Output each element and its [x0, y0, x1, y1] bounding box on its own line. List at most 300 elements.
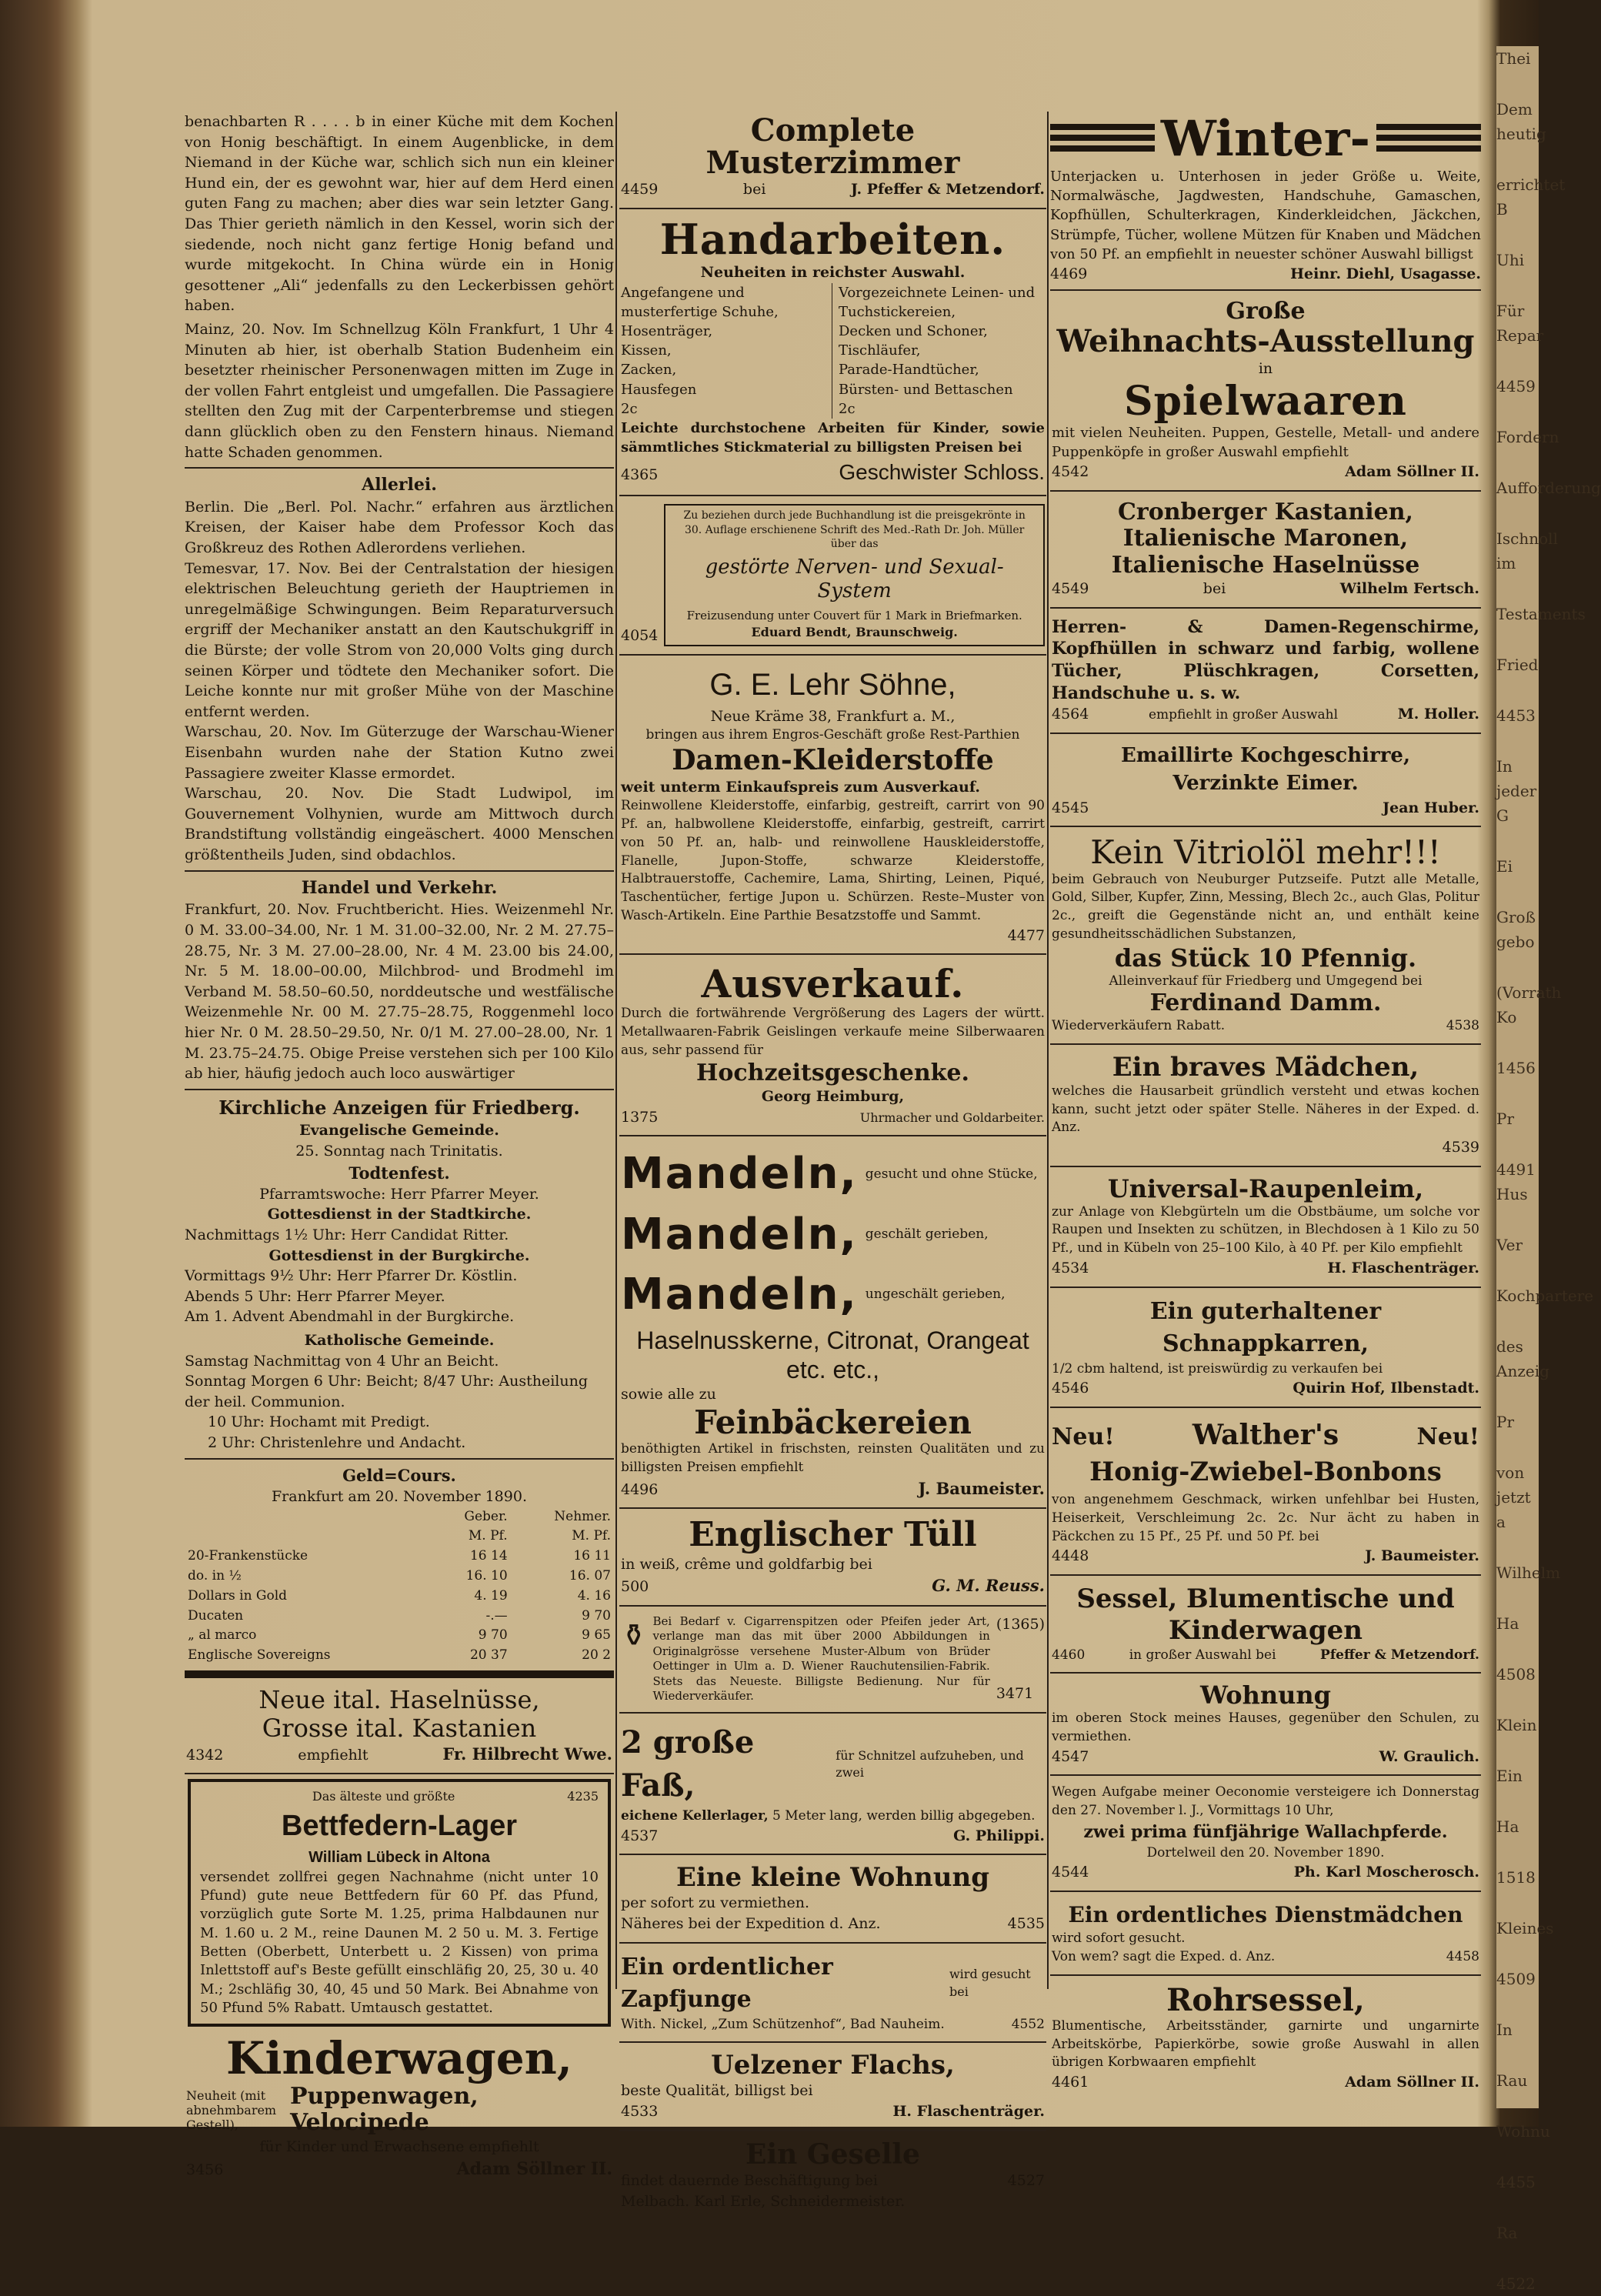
ad-firm: Adam Söllner II. [1345, 463, 1479, 481]
bett-firm: William Lübeck in Altona [309, 1848, 490, 1866]
stadtkirche-heading: Gottesdienst in der Stadtkirche. [267, 1206, 532, 1223]
tuell-text: in weiß, crême und goldfarbig bei [621, 1555, 872, 1573]
hand-item: Kissen, [621, 342, 672, 359]
schirm-text: Herren- & Damen-Regenschirme, Kopfhüllen in schwarz und farbig, wollene Tücher, Plüschkragen, Corsetten, Handschuhe u. s. w. [1052, 616, 1479, 703]
cours-table [185, 1507, 614, 1666]
wohn-title: Eine kleine Wohnung [676, 1862, 989, 1894]
lehr-title: G. E. Lehr Söhne, [709, 667, 956, 702]
strip-fragment: Ischnoll im [1496, 529, 1558, 572]
vitriol-foot: Wiederverkäufern Rabatt. [1052, 1017, 1226, 1033]
hand-title: Handarbeiten. [659, 214, 1006, 264]
mandeln-word: Mandeln, [621, 1270, 858, 1320]
kath-line: Samstag Nachmittag von 4 Uhr an Beicht. [185, 1352, 499, 1370]
column-2 [619, 112, 1046, 2214]
lehr-big: Damen-Kleiderstoffe [672, 744, 994, 777]
hand-item: Bürsten- und Bettaschen [839, 381, 1013, 398]
fass-right: für Schnitzel aufzuheben, und zwei [836, 1747, 1024, 1780]
strip-fragment: Pr [1496, 1413, 1515, 1431]
ad-number: 4496 [621, 1480, 659, 1498]
strip-fragment: Dem heutig [1496, 100, 1546, 143]
kath-line: 10 Uhr: Hochamt mit Predigt. [208, 1413, 430, 1431]
ad-number: 3471 [996, 1685, 1034, 1703]
rohr-text: Blumentische, Arbeitsständer, garnirte und ungarnirte Arbeitskörbe, Papierkörbe, sowie große Auswahl in allen übrigen Korbwaaren empfiehlt [1052, 2017, 1479, 2071]
ad-number: 4547 [1052, 1747, 1089, 1765]
nerven-intro: Zu beziehen durch jede Buchhandlung ist die preisgekrönte in 30. Auflage erschienene Schrift des Med.-Rath Dr. Joh. Müller über das [683, 509, 1026, 550]
strip-fragment: errichtet B [1496, 175, 1566, 219]
ad-number: 4527 [1007, 2172, 1045, 2190]
ad-firm: M. Holler. [1397, 706, 1479, 723]
burg-line: Vormittags 9½ Uhr: Herr Pfarrer Dr. Köstlin. [185, 1267, 518, 1285]
nachmittags-line: Nachmittags 1½ Uhr: Herr Candidat Ritter. [185, 1226, 509, 1244]
strip-fragment: 4453 [1496, 706, 1536, 725]
mandeln-big: Feinbäckereien [694, 1403, 972, 1441]
ad-number: 500 [621, 1578, 649, 1596]
pipe-icon: ⚱ [621, 1617, 647, 1654]
cours-cell: -.— [485, 1607, 508, 1624]
ad-number: 4535 [1007, 1914, 1045, 1932]
cours-unit-row [185, 1527, 614, 1547]
ad-firm: G. M. Reuss. [932, 1576, 1045, 1596]
hand-item: Parade-Handtücher, [839, 362, 979, 379]
hasel-line: Grosse ital. Kastanien [262, 1713, 537, 1743]
ad-number: 4546 [1052, 1380, 1089, 1397]
karren-title: Ein guterhaltener Schnappkarren, [1149, 1297, 1382, 1357]
zapf-right: wird gesucht bei [949, 1967, 1031, 1999]
adjacent-page-strip [1496, 46, 1601, 2293]
maed-text: welches die Hausarbeit gründlich versteht und etwas kochen kann, sucht jetzt oder später Stelle. Näheres in der Exped. d. Anz. [1052, 1083, 1479, 1136]
strip-fragment: Ein [1496, 1767, 1523, 1785]
handel-heading: Handel und Verkehr. [301, 877, 498, 898]
handarbeiten-ad [619, 214, 1046, 491]
strip-fragment: Uhi [1496, 251, 1525, 269]
fass-ad [619, 1718, 1046, 1849]
cours-unit: M. Pf. [468, 1528, 508, 1544]
aus-text: Durch die fortwährende Vergrößerung des Lagers der württ. Metallwaaren-Fabrik Geislingen verkaufe meine Silberwaaren aus, sehr passend für [621, 1006, 1045, 1058]
strip-fragment: 4508 [1496, 1665, 1536, 1684]
kirch-heading: Kirchliche Anzeigen für Friedberg. [218, 1096, 580, 1119]
karren-text: 1/2 cbm haltend, ist preiswürdig zu verkaufen bei [1052, 1360, 1383, 1377]
strip-fragment: 4509 [1496, 1970, 1536, 1988]
ad-firm: H. Flaschenträger. [892, 2103, 1045, 2121]
nerven-ad [619, 501, 1046, 649]
gesell-title: Ein Geselle [745, 2137, 920, 2171]
cours-cell: Ducaten [188, 1607, 244, 1624]
strip-fragment: 4522 [1496, 2274, 1536, 2293]
raupen-title: Universal-Raupenleim, [1107, 1173, 1424, 1203]
strip-fragment: von jetzt a [1496, 1463, 1531, 1531]
lehr-text2: weit unterm Einkaufspreis zum Ausverkauf. [621, 778, 980, 796]
ad-number: 4235 [567, 1789, 599, 1804]
cours-row [185, 1607, 614, 1627]
kast-line: Cronberger Kastanien, [1118, 498, 1413, 526]
allerlei-para: Warschau, 20. Nov. Im Güterzuge der Warschau-Wiener Eisenbahn wurden nahe der Station Kutno zwei Passagiere zweiter Klasse ermordet. [185, 723, 614, 782]
ad-number: 4365 [621, 466, 659, 484]
mandeln-note: geschält gerieben, [865, 1226, 989, 1243]
ad-number: 4549 [1052, 580, 1089, 598]
ad-firm: Wilhelm Fertsch. [1339, 580, 1479, 598]
dienst-text2: Von wem? sagt die Exped. d. Anz. [1052, 1949, 1276, 1965]
pferd-date: Dortelweil den 20. November 1890. [1146, 1844, 1385, 1860]
mandeln-word: Mandeln, [621, 1209, 858, 1260]
ausverkauf-ad [619, 959, 1046, 1130]
lehr-text1: bringen aus ihrem Engros-Geschäft große Rest-Parthien [645, 727, 1020, 743]
ad-number: 4537 [621, 1827, 659, 1844]
ad-number: 4533 [621, 2103, 659, 2121]
newspaper-page [185, 110, 1481, 2210]
cours-row [185, 1587, 614, 1607]
ad-firm: Pfeffer & Metzendorf. [1320, 1647, 1479, 1663]
cours-row [185, 1547, 614, 1567]
muster-ad [619, 112, 1046, 203]
winter-title: Winter- [1160, 110, 1371, 169]
strip-fragment: Ver [1496, 1236, 1523, 1254]
strip-fragment: Wilhelm [1496, 1563, 1561, 1582]
honig-ad [1050, 1413, 1481, 1570]
hand-item: Hosenträger, [621, 322, 713, 339]
burg-line: Abends 5 Uhr: Herr Pfarrer Meyer. [185, 1287, 445, 1305]
hand-foot: Leichte durchstochene Arbeiten für Kinder, sowie sämmtliches Stickmaterial zu billigsten Preisen bei [621, 419, 1045, 456]
todtenfest-heading: Todtenfest. [349, 1163, 450, 1183]
mainz-text: Mainz, 20. Nov. Im Schnellzug Köln Frankfurt, 1 Uhr 4 Minuten ab hier, ist oberhalb Station Budenheim ein besetzter rheinischer Personenwagen mitten im Zuge in der vollen Fahrt entgleist und umgefallen. Die Passagiere stellten den Zug mit der Carpenterbremse und stiegen dann glücklich oben zu den Fenstern hinaus. Niemand hatte Schaden genommen. [185, 320, 614, 461]
hand-item: Angefangene und musterfertige Schuhe, [621, 284, 779, 320]
strip-fragment: Aufforderung [1496, 479, 1601, 497]
kinder-text: für Kinder und Erwachsene empfiehlt [259, 2137, 539, 2155]
burg-line: Am 1. Advent Abendmahl in der Burgkirche. [185, 1308, 515, 1326]
kinder-title: Kinderwagen, [226, 2032, 572, 2085]
gesell-text: findet dauernde Beschäftigung bei [621, 2172, 878, 2190]
vitriol-ad [1050, 832, 1481, 1038]
cours-cell: 4. 19 [474, 1587, 508, 1604]
flachs-ad [619, 2047, 1046, 2124]
strip-fragment: Groß gebo [1496, 908, 1536, 951]
ad-number: 4448 [1052, 1547, 1089, 1565]
email-ad [1050, 739, 1481, 821]
aus-title: Ausverkauf. [701, 961, 965, 1007]
cours-cell: 9 70 [478, 1627, 508, 1644]
cours-col-head: Geber. [464, 1508, 508, 1524]
zapf-firm: With. Nickel, „Zum Schützenhof“, Bad Nauheim. [621, 2016, 945, 2032]
vitriol-big: das Stück 10 Pfennig. [1114, 943, 1417, 973]
wohnung-ad [1050, 1678, 1481, 1770]
ad-number: 4538 [1446, 1017, 1479, 1033]
weih-l2: Weihnachts-Ausstellung [1056, 323, 1475, 360]
strip-fragment: Fordern [1496, 428, 1559, 446]
strip-fragment: In [1496, 2021, 1513, 2039]
flachs-text: beste Qualität, billigst bei [621, 2082, 813, 2100]
mandeln-line: Haselnusskerne, Citronat, Orangeat etc. etc., [636, 1326, 1029, 1383]
strip-fragment: Für Repar [1496, 302, 1544, 345]
nerven-firm: Eduard Bendt, Braunschweig. [751, 625, 958, 640]
strip-fragment: Testaments [1496, 605, 1586, 623]
ad-firm: Fr. Hilbrecht Wwe. [442, 1744, 612, 1764]
cours-row [185, 1646, 614, 1666]
zapfjunge-ad [619, 1948, 1046, 2037]
cours-cell: 16 11 [573, 1548, 611, 1564]
sessel-title: Sessel, Blumentische und Kinderwagen [1076, 1583, 1455, 1646]
honig-text: von angenehmem Geschmack, wirken unfehlbar bei Husten, Heiserkeit, Verschleimung 2c. 2c. Nur ächt zu haben in Päckchen zu 15 Pf., 25 Pf. und 50 Pf. bei [1052, 1491, 1479, 1544]
cours-cell: 20 2 [582, 1647, 611, 1664]
ad-number: 4534 [1052, 1259, 1089, 1276]
column-3 [1050, 112, 1481, 2096]
cours-cell: 9 65 [582, 1627, 611, 1644]
hand-right-list [839, 283, 1045, 419]
ad-number: 3456 [186, 2161, 224, 2178]
cours-cell: 16. 10 [465, 1567, 508, 1584]
fass-text: 5 Meter lang, werden billig abgegeben. [772, 1807, 1036, 1824]
bett-text: versendet zollfrei gegen Nachnahme (nicht unter 10 Pfund) gute neue Bettfedern für 60 Pf. das Pfund, vorzüglich gute Sorte M. 1.25, prima Halbdaunen nur M. 1.60 u. 2 M., reine Daunen M. 2 50 u. M. 3. Fertige Betten (Oberbett, Unterbett u. 2 Kissen) von prima Inlettstoff auf's Beste gefüllt einschläfig 20, 25, 30 u. 40 M.; 2schläfig 30, 40, 45 und 50 Mark. Bei Abnahme von 50 Pfund 5% Rabatt. Umtausch gestattet. [200, 1868, 599, 2016]
maedchen-ad [1050, 1050, 1481, 1161]
ad-firm: J. Pfeffer & Metzendorf. [850, 181, 1045, 198]
strip-fragment: Wohnu [1496, 2122, 1550, 2141]
allerlei-para: Berlin. Die „Berl. Pol. Nachr.“ erfahren aus ärztlichen Kreisen, der Kaiser habe dem Professor Koch das Großkreuz des Rothen Adlerordens verliehen. [185, 498, 614, 557]
wohnung-text: im oberen Stock meines Hauses, gegenüber den Schulen, zu vermiethen. [1052, 1710, 1479, 1744]
mandeln-line2: sowie alle zu [621, 1386, 716, 1403]
rohr-title: Rohrsessel, [1166, 1981, 1365, 2018]
burgkirche-heading: Gottesdienst in der Burgkirche. [269, 1246, 530, 1264]
mandeln-text: benöthigten Artikel in frischsten, reinsten Qualitäten und zu billigsten Preisen empfiehlt [621, 1441, 1045, 1475]
ad-number: (1365) [996, 1615, 1045, 1633]
honig-neu: Neu! [1416, 1423, 1479, 1450]
cours-unit: M. Pf. [572, 1528, 611, 1544]
column-rule [1047, 112, 1049, 1989]
kastanien-ad [1050, 496, 1481, 602]
ad-firm: H. Flaschenträger. [1327, 1259, 1479, 1276]
ad-number: 4460 [1052, 1647, 1086, 1663]
cours-date: Frankfurt am 20. November 1890. [272, 1488, 527, 1505]
pferd-text: Wegen Aufgabe meiner Oeconomie versteigere ich Donnerstag den 27. November l. J., Vormittags 10 Uhr, [1052, 1784, 1479, 1819]
wohnung-small-ad [619, 1860, 1046, 1937]
sonntag-line: 25. Sonntag nach Trinitatis. [295, 1142, 503, 1160]
weih-l3: in [1258, 360, 1273, 378]
lehr-ad [619, 660, 1046, 949]
tuell-title: Englischer Tüll [689, 1515, 977, 1555]
kath-line: 2 Uhr: Christenlehre und Andacht. [208, 1434, 466, 1452]
pferd-big: zwei prima fünfjährige Wallachpferde. [1083, 1821, 1448, 1842]
ad-number: 4539 [1442, 1139, 1479, 1156]
strip-fragment: 1518 [1496, 1868, 1536, 1887]
cours-cell: 4. 16 [577, 1587, 611, 1604]
vitriol-text2: Alleinverkauf für Friedberg und Umgegend bei [1109, 973, 1423, 989]
column-rule [615, 112, 617, 1989]
vitriol-text: beim Gebrauch von Neuburger Putzseife. Putzt alle Metalle, Gold, Silber, Kupfer, Zinn, Messing, Blech 2c., auch Glas, Politur 2c., greift die Gegenstände nicht an, und enthält keine gesundheitsschädlichen Substanzen, [1052, 871, 1479, 942]
ad-firm: G. Philippi. [953, 1827, 1045, 1844]
pferde-ad [1050, 1780, 1481, 1886]
handel-text: Frankfurt, 20. Nov. Fruchtbericht. Hies. Weizenmehl Nr. 0 M. 33.00–34.00, Nr. 1 M. 31.00–32.00, Nr. 2 M. 27.75–28.75, Nr. 3 M. 27.00–28.00, Nr. 4 M. 23.00 bis 24.00, Nr. 5 M. 18.00–00.00, Milchbrod- und Brodmehl im Verband M. 58.50–60.50, norddeutsche und westfälische Weizenmehle Nr. 00 M. 27.75–28.75, Roggenmehl loco hier Nr. 0 M. 28.50–29.50, Nr. 0/1 M. 27.00–28.00, Nr. 1 M. 23.75–24.75. Obige Preise verstehen sich per 100 Kilo ab hier, häufig jedoch auch loco auswärtiger [185, 901, 614, 1083]
mandeln-word: Mandeln, [621, 1149, 858, 1200]
cours-cell: 16. 07 [569, 1567, 611, 1584]
cours-cell: do. in ½ [188, 1567, 242, 1584]
allerlei-para: Warschau, 20. Nov. Die Stadt Ludwipol, im Gouvernement Volhynien, wurde am Mittwoch durch Brandstiftung vollständig eingeäschert. 4000 Menschen größtentheils Juden, sind obdachlos. [185, 785, 614, 863]
cours-col-head: Nehmer. [554, 1508, 611, 1524]
strip-fragment: (Vorrath Ko [1496, 983, 1562, 1026]
cours-header-row [185, 1507, 614, 1527]
cours-cell: 20 37 [469, 1647, 508, 1664]
strip-fragment: Ei [1496, 857, 1513, 876]
dienst-title: Ein ordentliches Dienstmädchen [1068, 1902, 1463, 1928]
strip-fragment: 4491 Hus [1496, 1160, 1536, 1203]
wohnung-title: Wohnung [1199, 1680, 1332, 1710]
kinder-big: Puppenwagen, Velocipede [289, 2082, 479, 2137]
strip-fragment: 4455 [1496, 2173, 1536, 2191]
hand-item: Hausfegen [621, 381, 697, 398]
strip-fragment: In jeder G [1496, 757, 1537, 825]
strip-fragment: Kochpartere [1496, 1286, 1594, 1305]
email-l1: Emaillirte Kochgeschirre, [1120, 744, 1411, 768]
kinder-small: Neuheit (mit abnehmbarem Gestell), [186, 2087, 277, 2132]
aus-sub: Uhrmacher und Goldarbeiter. [859, 1110, 1045, 1125]
hand-item: Zacken, [621, 362, 677, 379]
hand-item: 2c [621, 400, 638, 417]
evang-heading: Evangelische Gemeinde. [299, 1122, 499, 1140]
ad-number: 4461 [1052, 2074, 1089, 2091]
sessel-text: in großer Auswahl bei [1129, 1647, 1276, 1663]
geselle-ad [619, 2136, 1046, 2215]
strip-fragment: 4459 [1496, 377, 1536, 395]
cours-cell: 16 14 [469, 1548, 508, 1564]
ad-number: 4544 [1052, 1864, 1089, 1881]
strip-fragment: Kleines [1496, 1919, 1554, 1937]
nerven-text: Freizusendung unter Couvert für 1 Mark in Briefmarken. [686, 609, 1022, 623]
bettfedern-ad [188, 1779, 611, 2027]
ad-number: 4552 [1011, 2016, 1045, 2032]
ad-number: 4545 [1052, 799, 1089, 816]
hasel-ad [185, 1683, 614, 1768]
cours-cell: Dollars in Gold [188, 1587, 288, 1604]
fass-sub: eichene Kellerlager, [621, 1807, 769, 1824]
strip-fragment: Thei [1496, 49, 1531, 68]
weih-l1: Große [1226, 297, 1306, 325]
strip-fragment: Pr [1496, 1110, 1515, 1128]
honig-name: Walther's [1192, 1418, 1339, 1451]
cours-row [185, 1567, 614, 1587]
winter-banner [1050, 112, 1481, 167]
vitriol-title: Kein Vitriolöl mehr!!! [1090, 833, 1441, 872]
tuell-ad [619, 1513, 1046, 1600]
dienst-text: wird sofort gesucht. [1052, 1931, 1186, 1947]
pfeifen-ad [619, 1611, 1046, 1707]
aus-big: Hochzeitsgeschenke. [696, 1059, 969, 1086]
cours-cell: 9 70 [582, 1607, 611, 1624]
rohrsessel-ad [1050, 1981, 1481, 2096]
strip-fragment: Ha [1496, 1817, 1519, 1836]
winter-text: Unterjacken u. Unterhosen in jeder Größe u. Weite, Normalwäsche, Jagdwesten, Handschuhe, Gamaschen, Kopfhüllen, Schulterkragen, Kinderkleidchen, Jäckchen, Strümpfe, Tücher, wollene Mützen für Knaben und Mädchen von 50 Pf. an empfiehlt in neuester schöner Auswahl billigst [1050, 169, 1481, 262]
honig-title: Honig-Zwiebel-Bonbons [1089, 1457, 1442, 1488]
kast-line: Italienische Maronen, [1122, 525, 1409, 552]
bett-top: Das älteste und größte [312, 1789, 455, 1804]
strip-fragment: Klein [1496, 1716, 1537, 1734]
cours-row [185, 1626, 614, 1646]
zapf-title: Ein ordentlicher Zapfjunge [621, 1953, 833, 2013]
email-l2: Verzinkte Eimer. [1172, 772, 1359, 796]
ad-number: 4458 [1446, 1949, 1479, 1965]
fass-big: 2 große Faß, [621, 1724, 755, 1804]
muster-title: Complete Musterzimmer [705, 112, 960, 181]
honig-neu: Neu! [1052, 1423, 1115, 1450]
raupen-text: zur Anlage von Klebgürteln um die Obstbäume, um solche vor Raupen und Insekten zu schützen, in Blechdosen à 1 Kilo zu 50 Pf., und in Kübeln von 25–100 Kilo, à 40 Pf. per Kilo empfiehlt [1052, 1203, 1479, 1256]
allerlei-para: Temesvar, 17. Nov. Bei der Centralstation der hiesigen elektrischen Beleuchtung gerieth der Hauptriemen in unregelmäßige Schwingungen. Beim Reparaturversuch ergriff der Mechaniker anstatt an den Kautschukgriff in die Bürste; der volle Strom von 20,000 Volts ging durch seinen Körper und tödtete den Mechaniker sofort. Die Leiche konnte nur mit großer Mühe von der Maschine entfernt werden. [185, 559, 614, 720]
strip-fragment: 1456 [1496, 1059, 1536, 1077]
kath-line: Sonntag Morgen 6 Uhr: Beicht; 8/47 Uhr: Austheilung der heil. Communion. [185, 1373, 588, 1410]
wohn-text2: Näheres bei der Expedition d. Anz. [621, 1914, 881, 1932]
cours-heading: Geld=Cours. [342, 1465, 456, 1485]
ad-number: 4054 [621, 627, 659, 645]
ad-firm: Jean Huber. [1383, 799, 1479, 816]
hasel-line: Neue ital. Haselnüsse, [258, 1684, 540, 1714]
ad-firm: Heinr. Diehl, Usagasse. [1290, 265, 1481, 282]
ad-firm: Ph. Karl Moscherosch. [1293, 1864, 1479, 1881]
ad-firm: Geschwister Schloss. [839, 460, 1045, 485]
ad-number: 4459 [621, 181, 659, 198]
strip-fragment: des Anzeig [1496, 1337, 1549, 1380]
pfarramt-line: Pfarramtswoche: Herr Pfarrer Meyer. [259, 1185, 539, 1203]
ad-number: 4477 [1007, 926, 1045, 944]
ad-number: 4564 [1052, 706, 1089, 723]
strip-fragment: Ha [1496, 1614, 1519, 1633]
news-text: benachbarten R . . . . b in einer Küche mit dem Kochen von Honig beschäftigt. In einem Augenblicke, in dem Niemand in der Küche war, schlich sich nun ein kleiner Hund ein, der es gewohnt war, hier auf dem Herd einen guten Fang zu machen; aber dies war sein letzter Gang. Das Thier gerieth nämlich in den Kessel, worin sich der siedende, noch nicht ganz fertige Honig befand und wurde mitgekocht. In China würde ein in Honig gesottener „Ali“ jedenfalls zu den Leckerbissen gehört haben. [185, 113, 614, 315]
ad-firm: Adam Söllner II. [456, 2158, 612, 2179]
ad-firm: Quirin Hof, Ilbenstadt. [1292, 1380, 1479, 1397]
pfeife-text: Bei Bedarf v. Cigarrenspitzen oder Pfeifen jeder Art, verlange man das mit über 2000 Abbildungen in Originalgrösse versehene Muster-Album von Brüder Oettinger in Ulm a. D. Wiener Rauchutensilien-Fabrik. Stets das Neueste. Billigste Bedienung. Nur für Wiederverkäufer. [652, 1614, 990, 1704]
kath-heading: Katholische Gemeinde. [304, 1332, 495, 1350]
strip-fragment: Fried [1496, 656, 1539, 674]
cours-cell: „ al marco [188, 1627, 257, 1644]
weih-l4: Spielwaaren [1124, 377, 1407, 425]
ad-bei: bei [1202, 580, 1226, 598]
ad-firm: J. Baumeister. [1365, 1547, 1479, 1565]
kast-line: Italienische Haselnüsse [1111, 551, 1420, 579]
allerlei-heading: Allerlei. [362, 475, 437, 496]
ad-firm: Adam Söllner II. [1345, 2074, 1479, 2091]
kinderwagen-ad [185, 2031, 614, 2184]
mandeln-ad [619, 1141, 1046, 1503]
lehr-body: Reinwollene Kleiderstoffe, einfarbig, gestreift, carrirt von 90 Pf. an, halbwollene Kleiderstoffe, einfarbig, gestreift, carrirt von 50 Pf. an, halb- und reinwollene Hauskleiderstoffe, Flanelle, Jupon-Stoffe, schwarze Kleiderstoffe, Halbtrauerstoffe, Cachemire, Lama, Shirting, Leinen, Piqué, Taschentücher, fertige Jupon u. Schürzen. Reste–Muster von Wasch-Artikeln. Eine Parthie Besatzstoffe und Sammt. [621, 798, 1045, 923]
raupenleim-ad [1050, 1172, 1481, 1282]
cours-cell: 20-Frankenstücke [188, 1548, 309, 1564]
ad-empfiehlt: empfiehlt [298, 1746, 369, 1764]
bett-title: Bettfedern-Lager [281, 1809, 518, 1842]
flachs-title: Uelzener Flachs, [711, 2050, 955, 2081]
weih-text: mit vielen Neuheiten. Puppen, Gestelle, Metall- und andere Puppenköpfe in großer Auswahl empfiehlt [1052, 424, 1479, 460]
mandeln-note: gesucht und ohne Stücke, [865, 1166, 1038, 1182]
ad-number: 4469 [1050, 265, 1088, 282]
hand-item: 2c [839, 400, 856, 417]
strip-fragment: Ra [1496, 2224, 1518, 2242]
cours-cell: Englische Sovereigns [188, 1647, 331, 1664]
hand-item: Decken und Schoner, [839, 322, 988, 339]
ad-number: 1375 [621, 1108, 659, 1126]
strip-fragment: Rau [1496, 2071, 1528, 2090]
mandeln-note: ungeschält gerieben, [865, 1286, 1006, 1303]
gesell-firm: Melbach. Karl Erle, Schneidermeister. [621, 2192, 906, 2210]
schirm-emp: empfiehlt in großer Auswahl [1148, 707, 1339, 723]
weihnacht-ad [1050, 295, 1481, 486]
hand-left-list [621, 283, 832, 419]
hand-item: Vorgezeichnete Leinen- und Tuchstickereien, [839, 284, 1036, 320]
schirm-ad [1050, 613, 1481, 728]
hand-item: Tischläufer, [839, 342, 921, 359]
ad-number: 4542 [1052, 463, 1089, 481]
maed-title: Ein braves Mädchen, [1112, 1051, 1419, 1083]
ad-firm: W. Graulich. [1379, 1747, 1479, 1765]
karren-ad [1050, 1293, 1481, 1402]
wohn-text: per sofort zu vermiethen. [621, 1894, 810, 1912]
sessel-ad [1050, 1580, 1481, 1667]
ad-number: 4342 [186, 1746, 224, 1764]
dienst-ad [1050, 1897, 1481, 1970]
ad-firm: J. Baumeister. [918, 1478, 1045, 1498]
column-1 [185, 112, 614, 2184]
hand-sub: Neuheiten in reichster Auswahl. [700, 263, 966, 281]
